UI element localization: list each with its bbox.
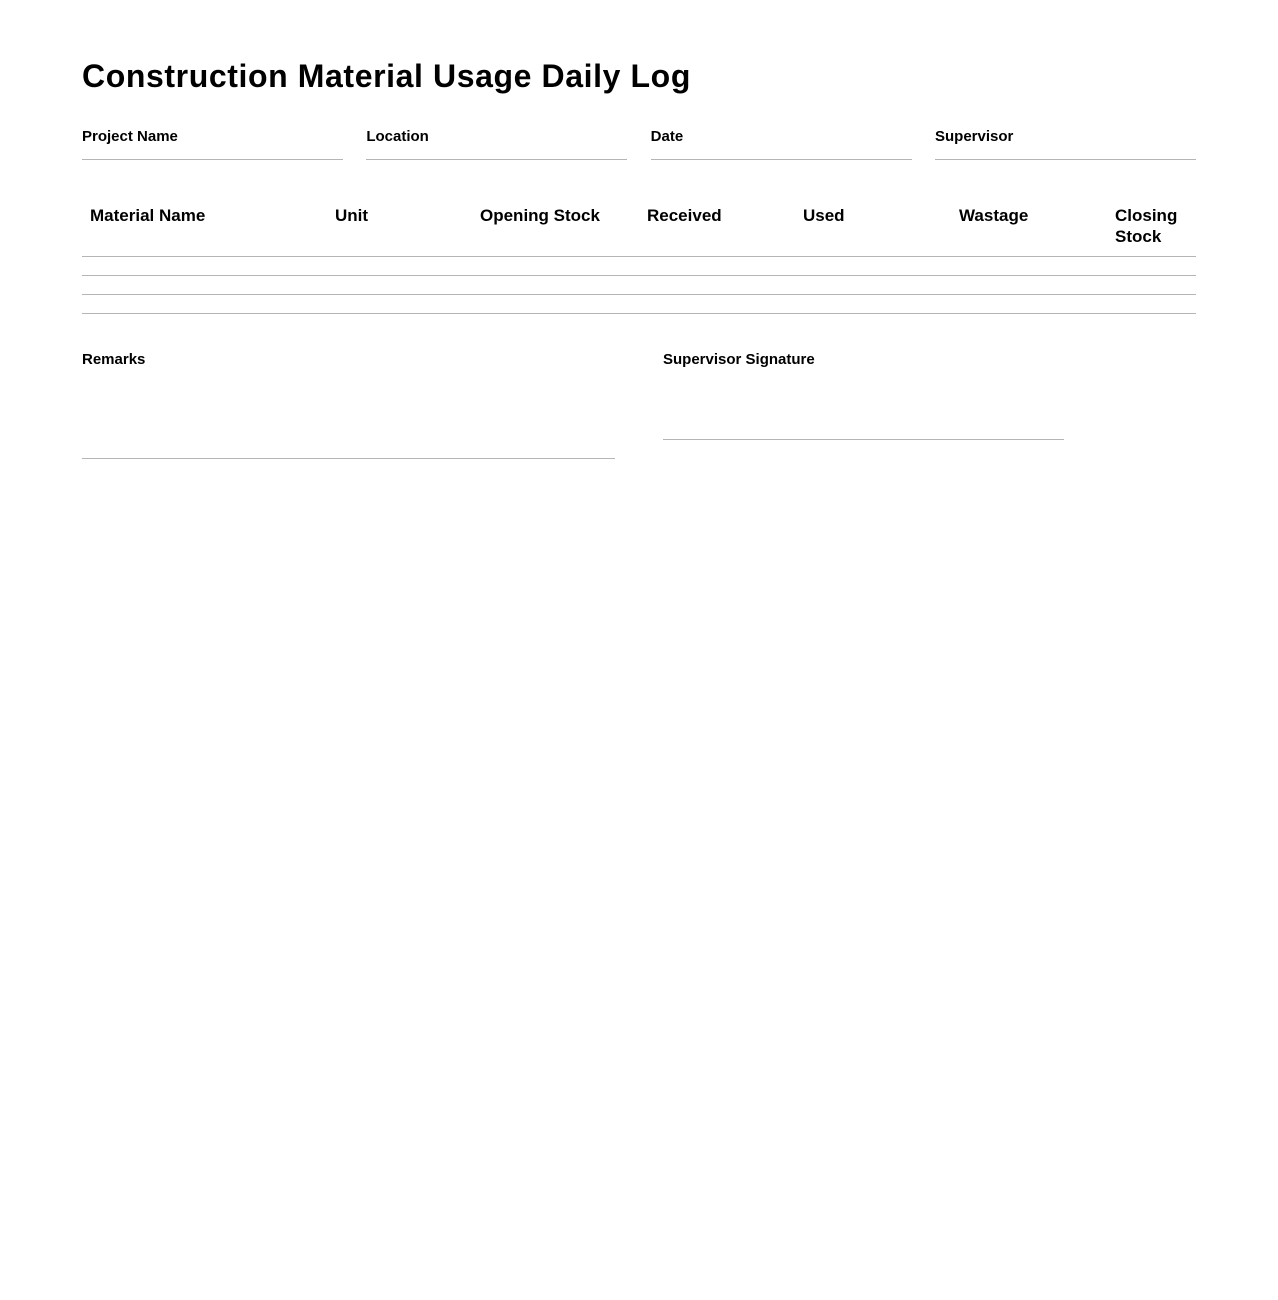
table-cell[interactable] (1107, 295, 1196, 314)
remarks-label: Remarks (82, 351, 146, 368)
table-cell[interactable] (639, 257, 795, 276)
signature-section (663, 351, 1064, 440)
column-header-closing-stock: Closing Stock (1107, 196, 1196, 257)
table-cell[interactable] (327, 276, 472, 295)
table-cell[interactable] (639, 276, 795, 295)
table-cell[interactable] (472, 276, 639, 295)
table-cell[interactable] (951, 295, 1107, 314)
column-header-opening-stock: Opening Stock (472, 196, 639, 257)
date-input-line[interactable] (651, 159, 912, 160)
project-name-input-line[interactable] (82, 159, 343, 160)
signature-label: Supervisor Signature (663, 351, 815, 368)
column-header-unit: Unit (327, 196, 472, 257)
table-row[interactable] (82, 295, 1196, 314)
header-fields (82, 128, 1196, 160)
table-cell[interactable] (1107, 276, 1196, 295)
supervisor-label: Supervisor (934, 128, 1014, 145)
table-cell[interactable] (472, 295, 639, 314)
page-title: Construction Material Usage Daily Log (82, 58, 691, 94)
date-field[interactable] (651, 128, 912, 160)
location-input-line[interactable] (366, 159, 627, 160)
location-field[interactable] (366, 128, 627, 160)
table-cell[interactable] (639, 295, 795, 314)
date-label: Date (650, 128, 684, 145)
supervisor-input-line[interactable] (935, 159, 1196, 160)
signature-line[interactable] (663, 385, 1064, 440)
table-row[interactable] (82, 276, 1196, 295)
table-cell[interactable] (82, 257, 327, 276)
table-cell[interactable] (472, 257, 639, 276)
table-row[interactable] (82, 257, 1196, 276)
table-cell[interactable] (795, 276, 951, 295)
remarks-input-area[interactable] (82, 385, 615, 459)
table-header-row (82, 196, 1196, 257)
column-header-wastage: Wastage (951, 196, 1107, 257)
table-cell[interactable] (82, 295, 327, 314)
project-name-field[interactable] (82, 128, 343, 160)
remarks-section (82, 351, 615, 459)
column-header-received: Received (639, 196, 795, 257)
table-cell[interactable] (951, 276, 1107, 295)
table-cell[interactable] (795, 257, 951, 276)
table-cell[interactable] (327, 257, 472, 276)
table-cell[interactable] (795, 295, 951, 314)
material-usage-table (82, 196, 1196, 314)
table-cell[interactable] (82, 276, 327, 295)
supervisor-field[interactable] (935, 128, 1196, 160)
column-header-used: Used (795, 196, 951, 257)
column-header-material-name: Material Name (82, 196, 327, 257)
table-cell[interactable] (327, 295, 472, 314)
location-label: Location (366, 128, 429, 145)
project-name-label: Project Name (82, 128, 178, 145)
table-cell[interactable] (951, 257, 1107, 276)
table-cell[interactable] (1107, 257, 1196, 276)
